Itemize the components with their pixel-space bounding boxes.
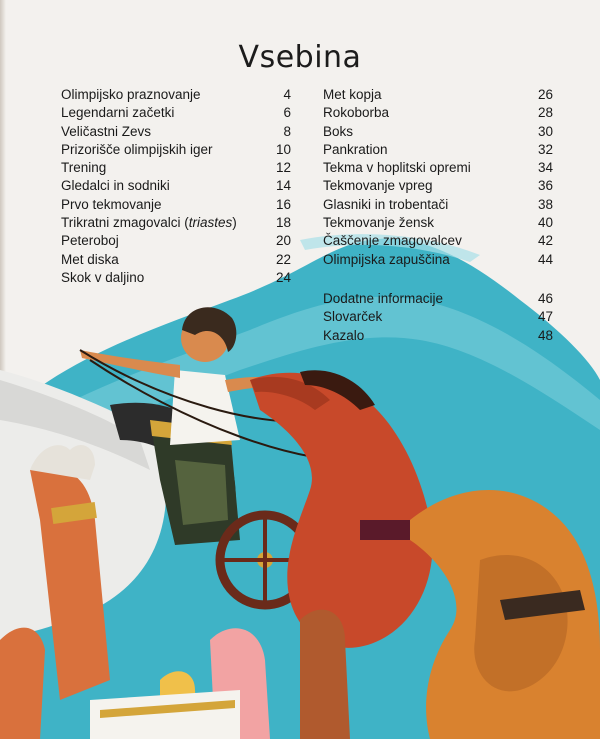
toc-entry[interactable]: Rokoborba 28 (323, 105, 553, 121)
toc-entry[interactable]: Prvo tekmovanje 16 (61, 196, 291, 212)
crowd-hand-left (0, 628, 45, 739)
toc-column-extra (323, 290, 553, 345)
toc-entry[interactable]: Boks 30 (323, 123, 553, 139)
toc-entry[interactable]: Veličastni Zevs 8 (61, 123, 291, 139)
toc-entry[interactable]: Skok v daljino 24 (61, 269, 291, 285)
toc-entry[interactable]: Kazalo 48 (323, 327, 553, 343)
toc-entry[interactable]: Trikratni zmagovalci (triastes) 18 (61, 214, 291, 232)
toc-entry[interactable]: Gledalci in sodniki 14 (61, 178, 291, 194)
toc-entry[interactable]: Met diska 22 (61, 251, 291, 267)
toc-entry[interactable]: Pankration 32 (323, 141, 553, 157)
chariot-pattern (175, 460, 228, 525)
toc-entry[interactable]: Prizorišče olimpijskih iger 10 (61, 141, 291, 157)
crowd-hand-brown (300, 610, 350, 739)
toc-entry[interactable]: Tekmovanje žensk 40 (323, 215, 553, 231)
toc-column-right (323, 86, 553, 269)
toc-entry[interactable]: Olimpijsko praznovanje 4 (61, 87, 291, 102)
toc-entry[interactable]: Olimpijska zapuščina 44 (323, 251, 553, 267)
toc-entry[interactable]: Tekmovanje vpreg 36 (323, 178, 553, 194)
toc-column-left (61, 86, 291, 287)
toc-entry[interactable]: Glasniki in trobentači 38 (323, 196, 553, 212)
toc-entry[interactable]: Met kopja 26 (323, 87, 553, 102)
toc-entry-label: Trikratni zmagovalci (triastes) (61, 215, 237, 231)
toc-entry[interactable]: Trening 12 (61, 160, 291, 176)
toc-entry[interactable]: Dodatne informacije 46 (323, 291, 553, 306)
toc-entry[interactable]: Čaščenje zmagovalcev 42 (323, 233, 553, 249)
toc-entry[interactable]: Tekma v hoplitski opremi 34 (323, 160, 553, 176)
toc-entry[interactable]: Slovarček 47 (323, 309, 553, 325)
toc-entry[interactable]: Peteroboj 20 (61, 233, 291, 249)
toc-entry[interactable]: Legendarni začetki 6 (61, 105, 291, 121)
page-title: Vsebina (238, 40, 362, 75)
